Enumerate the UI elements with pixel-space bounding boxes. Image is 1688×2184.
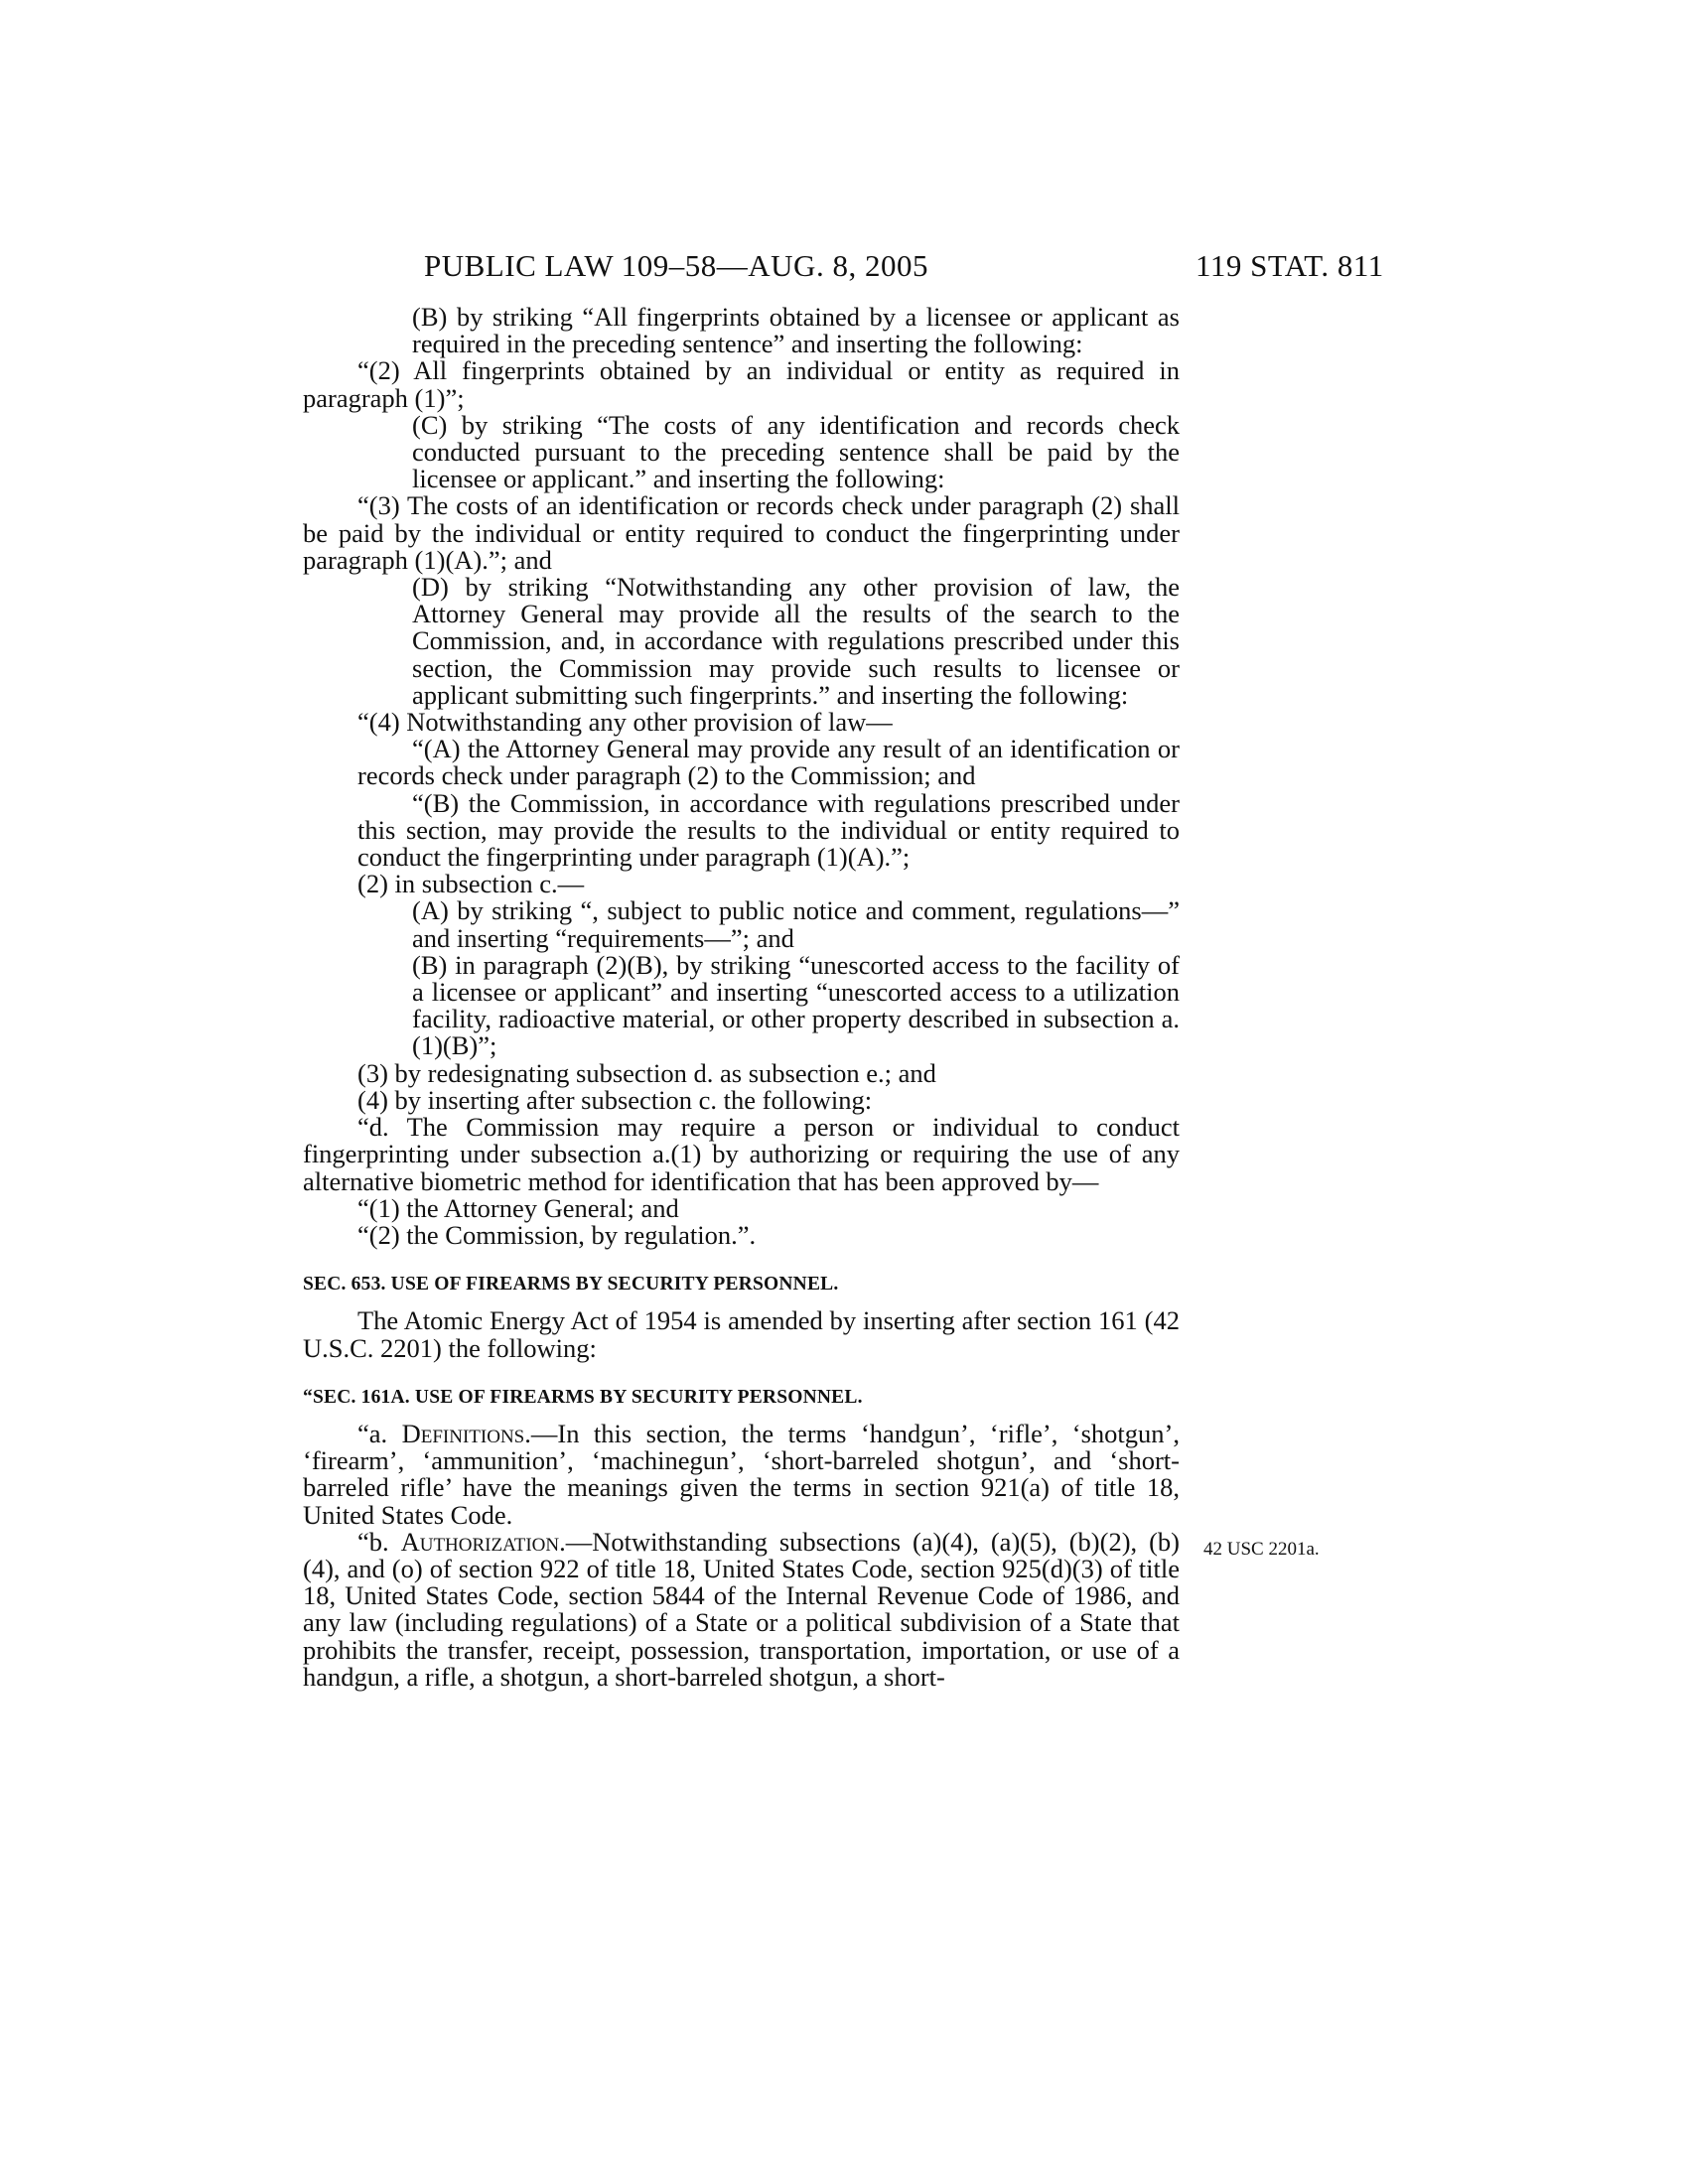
paragraph-authorization <box>303 1526 1181 1692</box>
paragraph: “(3) The costs of an identification or records check under paragraph (2) shall be paid by the individual or entity required to conduct the fingerprinting under paragraph (1)(A).”; and <box>303 490 1180 575</box>
paragraph: (B) in paragraph (2)(B), by striking “unescorted access to the facility of a licensee or applicant” and inserting “unescorted access to a utilization facility, radioactive material, or other property described in subsection a.(1)(B)”; <box>412 949 1180 1061</box>
paragraph-caption: Definitions <box>401 1418 525 1448</box>
paragraph: (A) by striking “, subject to public notice and comment, regulations—” and inserting “requirements—”; and <box>412 895 1180 953</box>
paragraph: “(B) the Commission, in accordance with regulations prescribed under this section, may provide the results to the individual or entity required to conduct the fingerprinting under paragraph (1)(A).”; <box>357 787 1180 873</box>
running-header-page-number: 119 STAT. 811 <box>1196 248 1384 283</box>
paragraph: “(1) the Attorney General; and <box>357 1192 679 1223</box>
paragraph-definitions <box>303 1418 1180 1530</box>
section-heading: “SEC. 161A. USE OF FIREARMS BY SECURITY PERSONNEL. <box>303 1386 863 1408</box>
margin-note: 42 USC 2201a. <box>1203 1539 1320 1560</box>
running-header-title: PUBLIC LAW 109–58—AUG. 8, 2005 <box>424 248 928 283</box>
paragraph: “(A) the Attorney General may provide any result of an identification or records check under paragraph (2) to the Commission; and <box>357 734 1180 791</box>
paragraph: (3) by redesignating subsection d. as subsection e.; and <box>357 1057 936 1088</box>
paragraph-text: .—In this section, the terms ‘handgun’, ‘rifle’, ‘shotgun’, ‘firearm’, ‘ammunition’, ‘machinegun’, ‘short-barreled shotgun’, and ‘short-barreled rifle’ have the meanings given the terms in section 921(a) of title 18, United States Code. <box>303 1418 1180 1530</box>
paragraph-text: .—Notwithstanding subsections (a)(4), (a)(5), (b)(2), (b)(4), and (o) of section 922 of title 18, United States Code, section 925(d)(3) of title 18, United States Code, section 5844 of the Internal Revenue Code of 1986, and any law (including regulations) of a State or a political subdivision of a State that prohibits the transfer, receipt, possession, transportation, importation, or use of a handgun, a rifle, a shotgun, a short-barreled shotgun, a short- <box>303 1526 1181 1692</box>
paragraph: (C) by striking “The costs of any identification and records check conducted pursuant to the preceding sentence shall be paid by the licensee or applicant.” and inserting the following: <box>412 409 1180 494</box>
paragraph-lead: “b. <box>357 1526 401 1557</box>
paragraph: (B) by striking “All fingerprints obtained by a licensee or applicant as required in the preceding sentence” and inserting the following: <box>412 302 1180 359</box>
paragraph: (D) by striking “Notwithstanding any other provision of law, the Attorney General may provide all the results of the search to the Commission, and, in accordance with regulations prescribed under this section, the Commission may provide such results to licensee or applicant submitting such fingerprints.” and inserting the following: <box>412 572 1180 710</box>
paragraph: (4) by inserting after subsection c. the following: <box>357 1084 873 1115</box>
paragraph-caption: Authorization <box>400 1526 560 1557</box>
paragraph-lead: “a. <box>357 1418 402 1448</box>
paragraph: “(4) Notwithstanding any other provision of law— <box>357 707 893 738</box>
body-text <box>303 304 1180 1691</box>
paragraph: “d. The Commission may require a person or individual to conduct fingerprinting under subsection a.(1) by authorizing or requiring the use of any alternative biometric method for identification that has been approved by— <box>303 1112 1180 1196</box>
paragraph: The Atomic Energy Act of 1954 is amended by inserting after section 161 (42 U.S.C. 2201) the following: <box>303 1305 1180 1363</box>
section-heading: SEC. 653. USE OF FIREARMS BY SECURITY PERSONNEL. <box>303 1274 839 1296</box>
paragraph: (2) in subsection c.— <box>357 869 585 899</box>
paragraph: “(2) All fingerprints obtained by an individual or entity as required in paragraph (1)”; <box>303 355 1180 413</box>
paragraph: “(2) the Commission, by regulation.”. <box>357 1219 757 1250</box>
